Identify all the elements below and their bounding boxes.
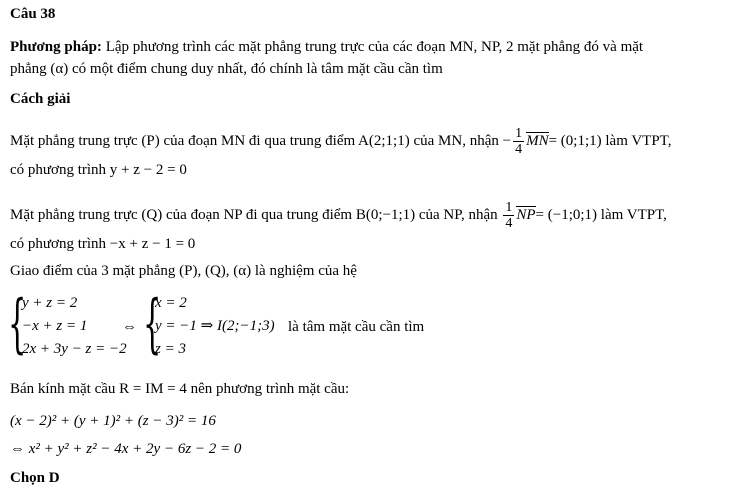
answer-label: Chọn D xyxy=(10,470,60,486)
equivalence-arrow: ⇔ xyxy=(122,319,137,335)
plane-p-equation: có phương trình y + z − 2 = 0 xyxy=(10,162,187,178)
solution-heading: Cách giải xyxy=(10,91,71,107)
fraction: $\frac{1}{4}$ xyxy=(505,200,513,231)
method-line-2: phẳng (α) có một điểm chung duy nhất, đó chính là tâm mặt cầu cần tìm xyxy=(10,61,443,77)
vector-mn: MN xyxy=(526,132,549,149)
radius-line: Bán kính mặt cầu R = IM = 4 nên phương trình mặt cầu: xyxy=(10,381,350,397)
question-heading: Câu 38 xyxy=(10,6,56,22)
plane-p-line: Mặt phẳng trung trực (P) của đoạn MN đi qua trung điểm A(2;1;1) của MN, nhận − $\frac{1}{4}$ MN= (0;1;1) làm VTPT, xyxy=(10,126,672,157)
method-line-1: Phương pháp: Lập phương trình các mặt phẳng trung trực của các đoạn MN, NP, 2 mặt phẳng đó và mặt xyxy=(10,39,644,55)
plane-q-equation: có phương trình −x + z − 1 = 0 xyxy=(10,236,196,252)
plane-q-line: Mặt phẳng trung trực (Q) của đoạn NP đi qua trung điểm B(0;−1;1) của NP, nhận $\frac{1}{4}$ NP= (−1;0;1) làm VTPT, xyxy=(10,200,667,231)
intersection-line: Giao điểm của 3 mặt phẳng (P), (Q), (α) là nghiệm của hệ xyxy=(10,263,357,279)
vector-np: NP xyxy=(516,206,536,223)
sphere-equation-expanded: ⇔ x² + y² + z² − 4x + 2y − 6z − 2 = 0 xyxy=(10,441,242,457)
fraction: $\frac{1}{4}$ xyxy=(515,126,523,157)
sphere-equation: (x − 2)² + (y + 1)² + (z − 3)² = 16 xyxy=(10,413,216,429)
center-note: là tâm mặt cầu cần tìm xyxy=(288,319,425,335)
